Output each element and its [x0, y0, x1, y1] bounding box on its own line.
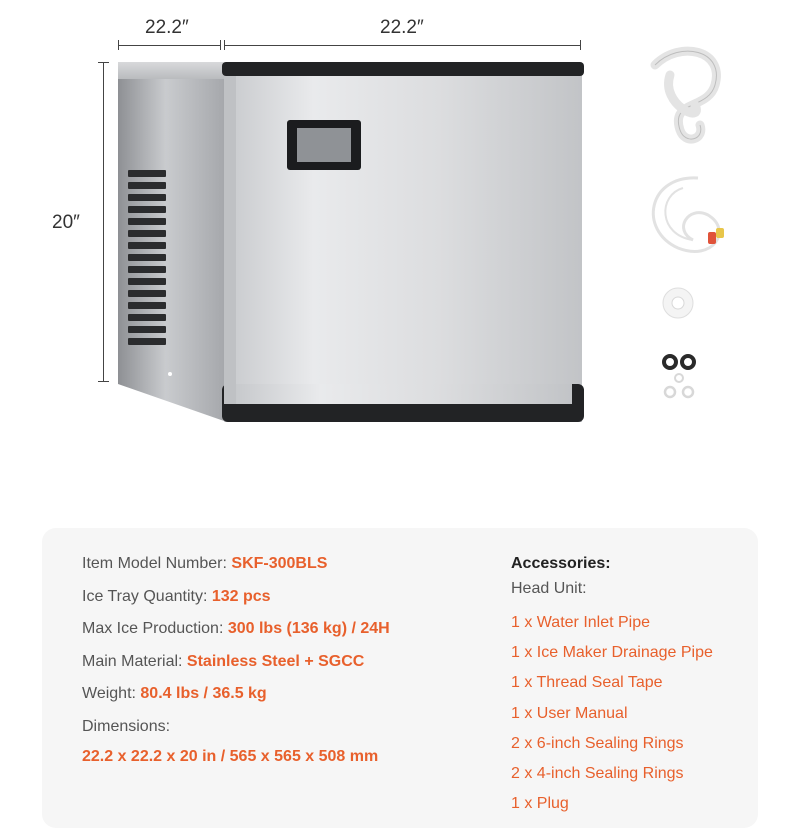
thread-seal-tape-icon: [660, 285, 696, 321]
spec-label: Max Ice Production:: [82, 620, 228, 637]
spec-dimensions-label: Dimensions:: [82, 717, 171, 735]
drainage-pipe-icon: [640, 45, 740, 155]
list-item: 2 x 6-inch Sealing Rings: [511, 734, 684, 752]
water-inlet-pipe-icon: [638, 170, 738, 265]
spec-model-number: [82, 553, 492, 586]
list-item: 1 x Ice Maker Drainage Pipe: [511, 644, 713, 662]
spec-main-material: [82, 651, 492, 684]
list-item: 1 x User Manual: [511, 704, 628, 722]
spec-dimensions-value: 22.2 x 22.2 x 20 in / 565 x 565 x 508 mm: [82, 747, 379, 765]
spec-max-ice-production: [82, 618, 492, 651]
spec-label: Main Material:: [82, 652, 187, 670]
list-item: 1 x Thread Seal Tape: [511, 674, 663, 692]
accessories-list: [511, 553, 751, 823]
spec-value: 80.4 lbs / 36.5 kg: [140, 685, 267, 702]
sealing-rings-icon: [660, 350, 700, 402]
accessories-title: Accessories:: [511, 555, 611, 572]
list-item: 1 x Water Inlet Pipe: [511, 614, 651, 631]
spec-ice-tray-quantity: [82, 586, 492, 619]
height-dimension-label: 20″: [52, 212, 80, 233]
spec-label: Ice Tray Quantity:: [82, 587, 212, 605]
spec-label: Item Model Number:: [82, 555, 232, 572]
spec-value: SKF-300BLS: [231, 555, 328, 572]
spec-label: Weight:: [82, 685, 141, 702]
list-item: 2 x 4-inch Sealing Rings: [511, 764, 684, 782]
spec-list: [82, 553, 492, 768]
spec-value: 132 pcs: [211, 587, 271, 605]
list-item: 1 x Plug: [511, 795, 569, 813]
accessories-subtitle: Head Unit:: [511, 580, 587, 597]
spec-value: Stainless Steel + SGCC: [186, 652, 365, 670]
spec-value: 300 lbs (136 kg) / 24H: [227, 620, 390, 637]
width-dimension-label: 22.2″: [380, 17, 424, 38]
depth-dimension-label: 22.2″: [145, 17, 189, 38]
spec-weight: [82, 683, 492, 716]
